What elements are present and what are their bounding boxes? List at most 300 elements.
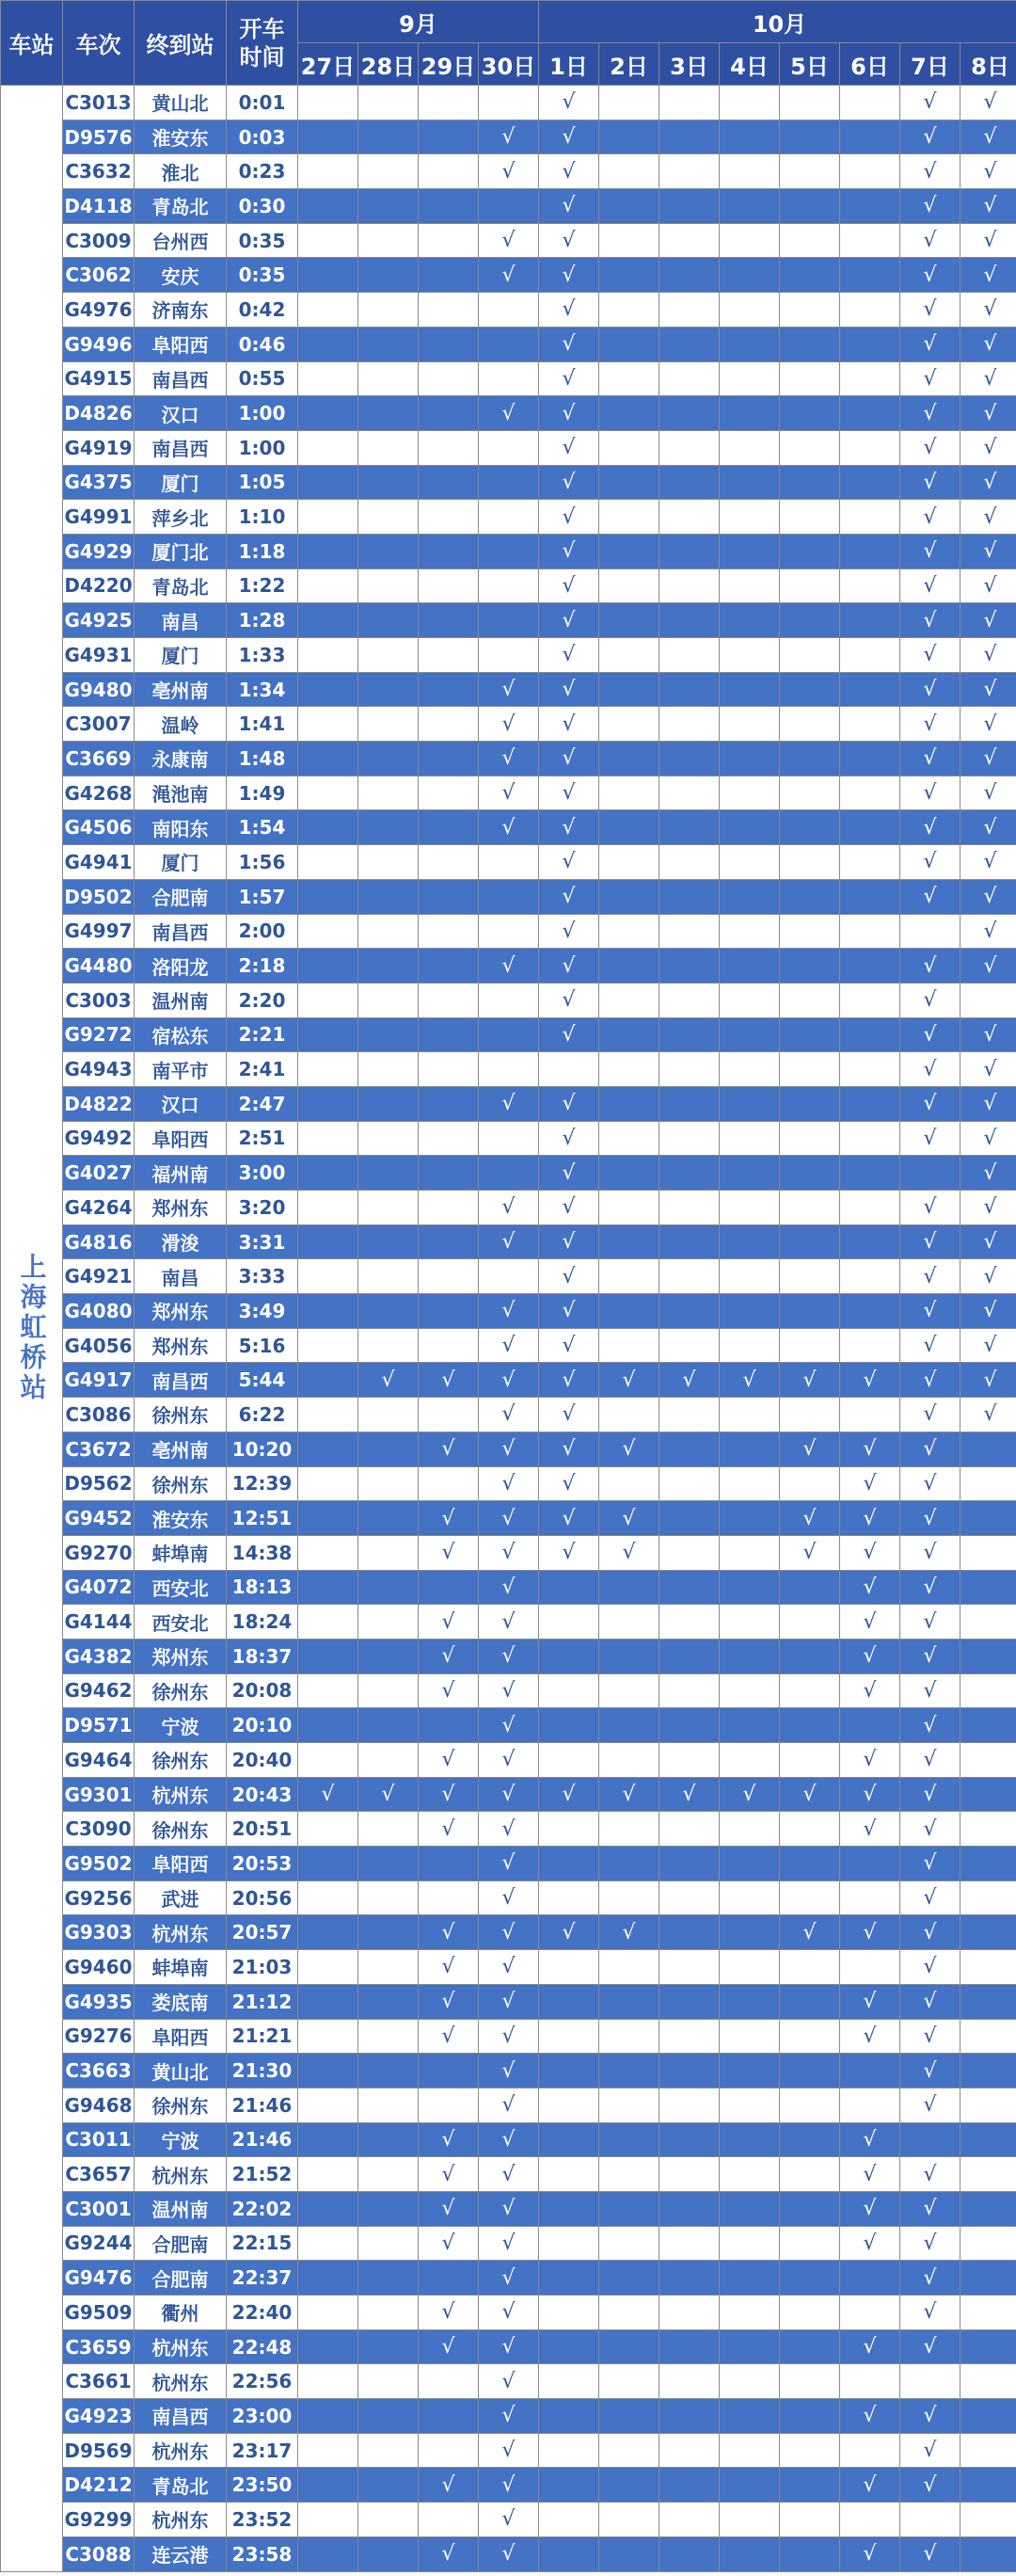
day-cell: √ — [900, 2296, 960, 2330]
table-row — [1, 742, 1016, 776]
day-cell: √ — [960, 86, 1016, 120]
day-cell: √ — [900, 2054, 960, 2088]
train-number: G9468 — [63, 2088, 135, 2122]
day-cell — [358, 879, 419, 914]
day-cell — [419, 465, 479, 500]
day-cell: √ — [479, 2399, 539, 2434]
day-cell — [720, 1052, 780, 1087]
departure-time: 2:51 — [227, 1121, 298, 1156]
table-row — [1, 1398, 1016, 1432]
train-number: G4264 — [63, 1191, 135, 1225]
day-cell: √ — [960, 1363, 1016, 1398]
destination: 滑浚 — [135, 1224, 227, 1259]
day-cell — [298, 742, 358, 776]
day-cell: √ — [840, 1743, 900, 1778]
day-cell — [358, 465, 419, 500]
day-cell: √ — [900, 1398, 960, 1432]
destination: 温州南 — [135, 2191, 227, 2226]
day-cell: √ — [479, 1535, 539, 1570]
day-cell — [780, 1673, 840, 1708]
train-number: G4931 — [63, 638, 135, 673]
day-cell: √ — [960, 603, 1016, 638]
day-cell — [298, 258, 358, 293]
destination: 南阳东 — [135, 810, 227, 845]
day-cell — [659, 1984, 720, 2019]
day-cell — [840, 2364, 900, 2399]
day-cell: √ — [479, 1847, 539, 1881]
day-cell: √ — [479, 1880, 539, 1915]
day-cell — [659, 120, 720, 154]
destination: 台州西 — [135, 223, 227, 258]
day-cell — [599, 1880, 659, 1915]
day-cell — [960, 1605, 1016, 1640]
day-cell — [960, 1847, 1016, 1881]
day-cell — [780, 2399, 840, 2434]
day-cell — [539, 1812, 599, 1847]
day-cell — [720, 1708, 780, 1743]
day-cell — [358, 2364, 419, 2399]
destination: 南昌西 — [135, 361, 227, 396]
day-cell — [539, 2191, 599, 2226]
day-cell: √ — [960, 1259, 1016, 1294]
table-row — [1, 1294, 1016, 1329]
day-cell — [960, 2261, 1016, 2296]
day-cell: √ — [780, 1432, 840, 1466]
destination: 南昌西 — [135, 914, 227, 949]
day-cell — [298, 430, 358, 465]
day-cell — [358, 776, 419, 810]
day-cell — [599, 2054, 659, 2088]
day-cell — [780, 2122, 840, 2157]
train-number: C3090 — [63, 1812, 135, 1847]
day-cell — [298, 327, 358, 361]
day-cell — [358, 1259, 419, 1294]
day-cell — [960, 2296, 1016, 2330]
destination: 宿松东 — [135, 1017, 227, 1052]
day-cell — [298, 120, 358, 154]
destination: 郑州东 — [135, 1294, 227, 1329]
day-cell — [599, 154, 659, 189]
day-cell: √ — [900, 1466, 960, 1501]
day-cell — [358, 914, 419, 949]
day-cell: √ — [900, 189, 960, 224]
day-cell: √ — [539, 1086, 599, 1121]
day-cell: √ — [539, 1156, 599, 1191]
train-number: G9509 — [63, 2296, 135, 2330]
day-cell: √ — [840, 1915, 900, 1950]
table-row — [1, 1777, 1016, 1812]
day-cell — [720, 2399, 780, 2434]
day-cell: √ — [539, 1224, 599, 1259]
day-cell: √ — [900, 1363, 960, 1398]
day-cell — [840, 1328, 900, 1363]
day-cell — [358, 1984, 419, 2019]
day-cell — [599, 86, 659, 120]
day-cell — [780, 742, 840, 776]
train-number: C3086 — [63, 1398, 135, 1432]
day-cell — [358, 1466, 419, 1501]
day-cell — [539, 1880, 599, 1915]
table-row — [1, 327, 1016, 361]
table-row — [1, 1017, 1016, 1052]
table-row — [1, 2054, 1016, 2088]
day-cell: √ — [900, 1121, 960, 1156]
departure-time: 23:00 — [227, 2399, 298, 2434]
day-cell: √ — [479, 1363, 539, 1398]
day-cell — [419, 672, 479, 707]
day-cell — [659, 2191, 720, 2226]
day-cell: √ — [840, 1777, 900, 1812]
departure-time: 3:49 — [227, 1294, 298, 1329]
departure-time: 21:21 — [227, 2019, 298, 2054]
destination: 安庆 — [135, 258, 227, 293]
day-cell: √ — [479, 2261, 539, 2296]
header-month-oct: 10月 — [539, 1, 1016, 43]
table-row — [1, 2261, 1016, 2296]
table-row — [1, 2191, 1016, 2226]
train-number: G9256 — [63, 1880, 135, 1915]
day-cell — [358, 2296, 419, 2330]
destination: 连云港 — [135, 2536, 227, 2571]
train-number: G4816 — [63, 1224, 135, 1259]
day-cell — [720, 86, 780, 120]
day-cell: √ — [479, 2088, 539, 2122]
day-cell: √ — [479, 2019, 539, 2054]
day-cell — [358, 534, 419, 568]
day-cell — [358, 154, 419, 189]
day-cell — [720, 1915, 780, 1950]
day-cell: √ — [900, 120, 960, 154]
day-cell: √ — [840, 2536, 900, 2571]
day-cell: √ — [900, 1017, 960, 1052]
day-cell: √ — [900, 1915, 960, 1950]
day-cell — [599, 949, 659, 984]
day-cell: √ — [479, 949, 539, 984]
day-cell — [599, 2261, 659, 2296]
day-cell — [298, 500, 358, 535]
day-cell: √ — [539, 983, 599, 1017]
day-cell: √ — [900, 2019, 960, 2054]
day-cell: √ — [419, 1535, 479, 1570]
day-cell — [780, 1743, 840, 1778]
day-cell — [659, 396, 720, 431]
day-cell: √ — [900, 1432, 960, 1466]
day-cell — [358, 983, 419, 1017]
day-cell — [840, 2261, 900, 2296]
day-cell: √ — [539, 845, 599, 880]
day-cell: √ — [960, 465, 1016, 500]
departure-time: 1:18 — [227, 534, 298, 568]
day-cell: √ — [960, 1121, 1016, 1156]
destination: 南昌西 — [135, 2399, 227, 2434]
day-cell — [780, 293, 840, 328]
day-cell: √ — [539, 914, 599, 949]
day-cell: √ — [479, 2296, 539, 2330]
day-cell — [599, 2433, 659, 2468]
day-cell — [419, 742, 479, 776]
destination: 亳州南 — [135, 672, 227, 707]
day-cell: √ — [298, 1777, 358, 1812]
table-row — [1, 86, 1016, 120]
day-cell: √ — [539, 293, 599, 328]
departure-time: 21:30 — [227, 2054, 298, 2088]
day-cell — [720, 1639, 780, 1673]
day-cell — [960, 2191, 1016, 2226]
day-cell — [659, 603, 720, 638]
day-cell — [298, 672, 358, 707]
day-cell — [599, 2329, 659, 2364]
day-cell — [298, 949, 358, 984]
header-departure-line2: 时间 — [239, 43, 285, 71]
day-cell: √ — [960, 430, 1016, 465]
departure-time: 0:23 — [227, 154, 298, 189]
day-cell: √ — [479, 154, 539, 189]
day-cell — [298, 86, 358, 120]
day-cell — [419, 86, 479, 120]
day-cell — [298, 1743, 358, 1778]
day-cell — [599, 914, 659, 949]
day-cell: √ — [780, 1777, 840, 1812]
day-cell — [358, 742, 419, 776]
train-number: G9452 — [63, 1501, 135, 1536]
day-cell — [298, 1224, 358, 1259]
day-cell — [780, 430, 840, 465]
table-row — [1, 983, 1016, 1017]
day-cell — [720, 949, 780, 984]
day-cell — [960, 1950, 1016, 1985]
departure-time: 2:18 — [227, 949, 298, 984]
day-cell — [960, 1812, 1016, 1847]
day-cell — [780, 1984, 840, 2019]
day-cell: √ — [960, 638, 1016, 673]
day-cell — [840, 1880, 900, 1915]
day-cell — [599, 361, 659, 396]
departure-time: 21:12 — [227, 1984, 298, 2019]
day-cell: √ — [419, 1812, 479, 1847]
day-cell — [419, 223, 479, 258]
table-row — [1, 2088, 1016, 2122]
table-row — [1, 707, 1016, 742]
day-cell — [419, 258, 479, 293]
day-cell: √ — [539, 534, 599, 568]
day-cell: √ — [840, 2226, 900, 2261]
day-cell — [358, 1121, 419, 1156]
day-cell — [659, 154, 720, 189]
day-cell: √ — [479, 2329, 539, 2364]
table-row — [1, 603, 1016, 638]
day-cell: √ — [419, 2122, 479, 2157]
departure-time: 1:57 — [227, 879, 298, 914]
day-cell — [780, 1328, 840, 1363]
day-cell — [419, 1570, 479, 1605]
day-cell — [599, 742, 659, 776]
day-cell — [659, 1432, 720, 1466]
day-cell: √ — [479, 1984, 539, 2019]
destination: 宁波 — [135, 1708, 227, 1743]
day-cell — [659, 1121, 720, 1156]
day-cell — [358, 2503, 419, 2537]
destination: 徐州东 — [135, 2088, 227, 2122]
day-cell — [659, 1259, 720, 1294]
day-cell: √ — [960, 1156, 1016, 1191]
day-cell — [780, 223, 840, 258]
day-cell — [358, 1156, 419, 1191]
day-cell — [298, 1708, 358, 1743]
departure-time: 22:02 — [227, 2191, 298, 2226]
departure-time: 23:17 — [227, 2433, 298, 2468]
day-cell: √ — [960, 223, 1016, 258]
header-month-sep: 9月 — [298, 1, 539, 43]
table-row — [1, 1121, 1016, 1156]
table-row — [1, 120, 1016, 154]
day-cell: √ — [659, 1777, 720, 1812]
day-cell — [720, 2296, 780, 2330]
day-cell: √ — [900, 1743, 960, 1778]
table-row — [1, 1535, 1016, 1570]
day-cell — [599, 1398, 659, 1432]
day-cell: √ — [900, 672, 960, 707]
day-cell — [358, 361, 419, 396]
day-cell — [960, 1501, 1016, 1536]
day-cell — [599, 223, 659, 258]
table-row — [1, 1328, 1016, 1363]
destination: 福州南 — [135, 1156, 227, 1191]
day-cell: √ — [900, 2157, 960, 2192]
day-cell — [479, 983, 539, 1017]
day-cell — [840, 1294, 900, 1329]
day-cell: √ — [780, 1915, 840, 1950]
day-cell — [720, 914, 780, 949]
day-cell: √ — [539, 603, 599, 638]
day-cell: √ — [960, 742, 1016, 776]
table-row — [1, 1224, 1016, 1259]
destination: 阜阳西 — [135, 327, 227, 361]
train-number: C3062 — [63, 258, 135, 293]
day-cell — [659, 776, 720, 810]
day-cell: √ — [539, 327, 599, 361]
train-number: C3007 — [63, 707, 135, 742]
day-cell — [419, 879, 479, 914]
day-cell: √ — [358, 1777, 419, 1812]
departure-time: 0:35 — [227, 223, 298, 258]
day-cell: √ — [900, 2399, 960, 2434]
day-cell — [780, 672, 840, 707]
day-cell — [659, 2019, 720, 2054]
day-cell — [840, 1950, 900, 1985]
day-cell — [599, 1259, 659, 1294]
day-cell: √ — [539, 742, 599, 776]
departure-time: 12:51 — [227, 1501, 298, 1536]
header-train: 车次 — [63, 1, 135, 86]
day-cell — [720, 465, 780, 500]
day-cell — [659, 638, 720, 673]
day-cell: √ — [419, 1605, 479, 1640]
day-cell — [960, 1915, 1016, 1950]
day-cell: √ — [960, 810, 1016, 845]
day-cell — [659, 361, 720, 396]
day-cell: √ — [840, 2122, 900, 2157]
day-cell: √ — [539, 258, 599, 293]
day-cell — [659, 1466, 720, 1501]
day-cell — [659, 1398, 720, 1432]
destination: 永康南 — [135, 742, 227, 776]
day-cell — [960, 2536, 1016, 2571]
day-cell: √ — [960, 500, 1016, 535]
destination: 阜阳西 — [135, 2019, 227, 2054]
day-cell — [419, 949, 479, 984]
day-cell — [298, 1052, 358, 1087]
day-cell — [539, 1052, 599, 1087]
day-cell — [840, 776, 900, 810]
train-number: G9492 — [63, 1121, 135, 1156]
day-cell — [358, 1950, 419, 1985]
day-cell: √ — [539, 1259, 599, 1294]
day-cell: √ — [479, 1639, 539, 1673]
day-cell — [720, 189, 780, 224]
day-cell — [659, 914, 720, 949]
day-cell — [298, 2226, 358, 2261]
day-cell — [659, 293, 720, 328]
day-cell: √ — [960, 707, 1016, 742]
departure-time: 20:57 — [227, 1915, 298, 1950]
day-cell — [298, 1432, 358, 1466]
day-cell — [780, 86, 840, 120]
destination: 汉口 — [135, 396, 227, 431]
header-day: 2日 — [599, 43, 659, 86]
day-cell — [479, 327, 539, 361]
day-cell: √ — [780, 1535, 840, 1570]
departure-time: 1:33 — [227, 638, 298, 673]
day-cell — [780, 2329, 840, 2364]
day-cell — [720, 1259, 780, 1294]
table-row — [1, 154, 1016, 189]
day-cell — [419, 189, 479, 224]
day-cell: √ — [419, 1363, 479, 1398]
day-cell: √ — [479, 1708, 539, 1743]
day-cell — [659, 2364, 720, 2399]
day-cell — [298, 2364, 358, 2399]
train-number: G9496 — [63, 327, 135, 361]
day-cell — [419, 1294, 479, 1329]
day-cell — [298, 810, 358, 845]
day-cell: √ — [900, 1570, 960, 1605]
day-cell — [659, 430, 720, 465]
day-cell — [358, 1743, 419, 1778]
table-row — [1, 1086, 1016, 1121]
day-cell — [780, 2364, 840, 2399]
destination: 汉口 — [135, 1086, 227, 1121]
day-cell — [358, 2399, 419, 2434]
day-cell — [419, 1191, 479, 1225]
departure-time: 1:56 — [227, 845, 298, 880]
day-cell — [780, 707, 840, 742]
day-cell — [539, 1673, 599, 1708]
day-cell — [599, 1328, 659, 1363]
day-cell — [659, 1501, 720, 1536]
day-cell: √ — [960, 154, 1016, 189]
day-cell — [780, 500, 840, 535]
day-cell — [659, 845, 720, 880]
day-cell: √ — [479, 1294, 539, 1329]
train-number: C3001 — [63, 2191, 135, 2226]
departure-time: 14:38 — [227, 1535, 298, 1570]
day-cell — [419, 603, 479, 638]
day-cell — [780, 983, 840, 1017]
day-cell: √ — [960, 1294, 1016, 1329]
day-cell — [960, 2329, 1016, 2364]
day-cell: √ — [539, 1328, 599, 1363]
day-cell — [780, 1639, 840, 1673]
